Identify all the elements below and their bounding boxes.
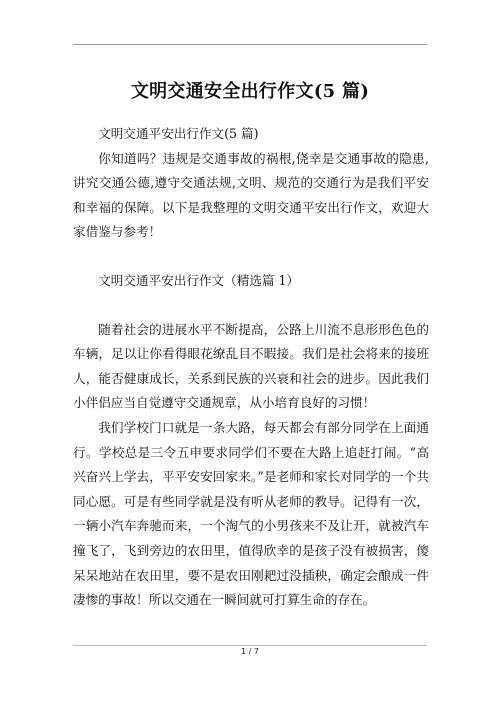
essay-paragraph-1: 随着社会的进展水平不断提高，公路上川流不息形形色色的车辆，足以让你看得眼花缭乱目不暇接。我们是社会将来的接班人，能否健康成长，关系到民族的兴衰和社会的进步。因此我们小伴侣应当自觉遵守交通规章，从小培育良好的习惯！ (73, 321, 429, 411)
footer-rule (73, 645, 427, 646)
intro-subtitle: 文明交通平安出行作文(5 篇) (98, 126, 259, 141)
essay-heading: 文明交通平安出行作文（精选篇 1） (98, 272, 300, 288)
header-rule (73, 44, 427, 45)
spacer (73, 294, 429, 318)
document-title: 文明交通安全出行作文(5 篇) (130, 81, 370, 102)
essay-paragraph-2: 我们学校门口就是一条大路，每天都会有部分同学在上面通行。学校总是三令五申要求同学们不要在大路上追赶打闹。“高兴奋兴上学去，平平安安回家来。”是老师和家长对同学的一个共同心愿。可是有些同学就是没有听从老师的教导。记得有一次，一辆小汽车奔驰而来，一个淘气的小男孩来不及让开，就被汽车撞飞了，飞到旁边的农田里，值得欣幸的是孩子没有被损害，傻呆呆地站在农田里，要不是农田刚耙过没插秧，确定会酿成一件凄惨的事故！所以交通在一瞬间就可打算生命的存在。 (73, 419, 429, 608)
spacer (73, 245, 429, 269)
intro-paragraph: 你知道吗？违规是交通事故的祸根,侥幸是交通事故的隐患,讲究交通公德,遵守交通法规,文明、规范的交通行为是我们平安和幸福的保障。以下是我整理的文明交通平安出行作文，欢迎大家借鉴与参考！ (73, 150, 429, 240)
page-number: 1 / 7 (241, 647, 259, 656)
document-body (73, 122, 429, 613)
